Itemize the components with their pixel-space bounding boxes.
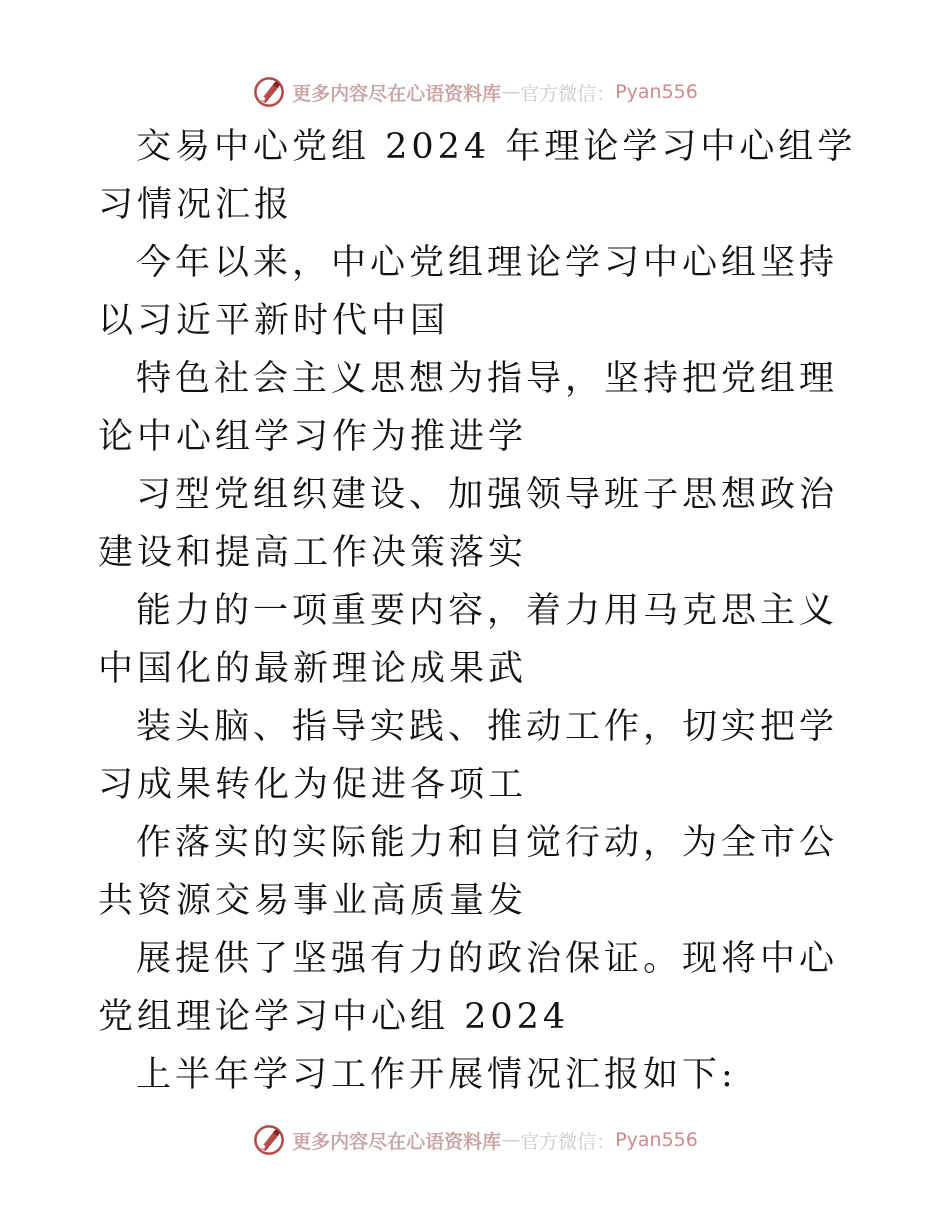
watermark-brand: 更多内容尽在心语资料库 [292, 82, 502, 105]
watermark-official: 官方微信： [520, 82, 616, 105]
document-title: 交易中心党组 2024 年理论学习中心组学习情况汇报 [98, 127, 857, 225]
footer-watermark [0, 1120, 950, 1160]
paragraph: 习型党组织建设、加强领导班子思想政治建设和提高工作决策落实 [98, 475, 839, 573]
watermark-text [292, 1127, 698, 1154]
pen-logo-icon [252, 75, 286, 109]
watermark-dash: — [501, 81, 521, 103]
header-watermark [0, 72, 950, 112]
pen-logo-icon [252, 1123, 286, 1157]
watermark-wechat: Pyan556 [615, 81, 698, 103]
document-body [98, 118, 858, 1104]
paragraph: 作落实的实际能力和自觉行动，为全市公共资源交易事业高质量发 [98, 823, 839, 921]
paragraph: 特色社会主义思想为指导，坚持把党组理论中心组学习作为推进学 [98, 359, 839, 457]
watermark-dash: — [501, 1129, 521, 1151]
watermark-brand: 更多内容尽在心语资料库 [292, 1130, 502, 1153]
paragraph: 展提供了坚强有力的政治保证。现将中心党组理论学习中心组 2024 [98, 939, 839, 1037]
watermark-official: 官方微信： [520, 1130, 616, 1153]
watermark-text [292, 79, 698, 106]
paragraph: 装头脑、指导实践、推动工作，切实把学习成果转化为促进各项工 [98, 707, 839, 805]
paragraph: 上半年学习工作开展情况汇报如下: [136, 1055, 737, 1095]
paragraph: 今年以来，中心党组理论学习中心组坚持以习近平新时代中国 [98, 243, 839, 341]
paragraph: 能力的一项重要内容，着力用马克思主义中国化的最新理论成果武 [98, 591, 839, 689]
watermark-wechat: Pyan556 [615, 1129, 698, 1151]
